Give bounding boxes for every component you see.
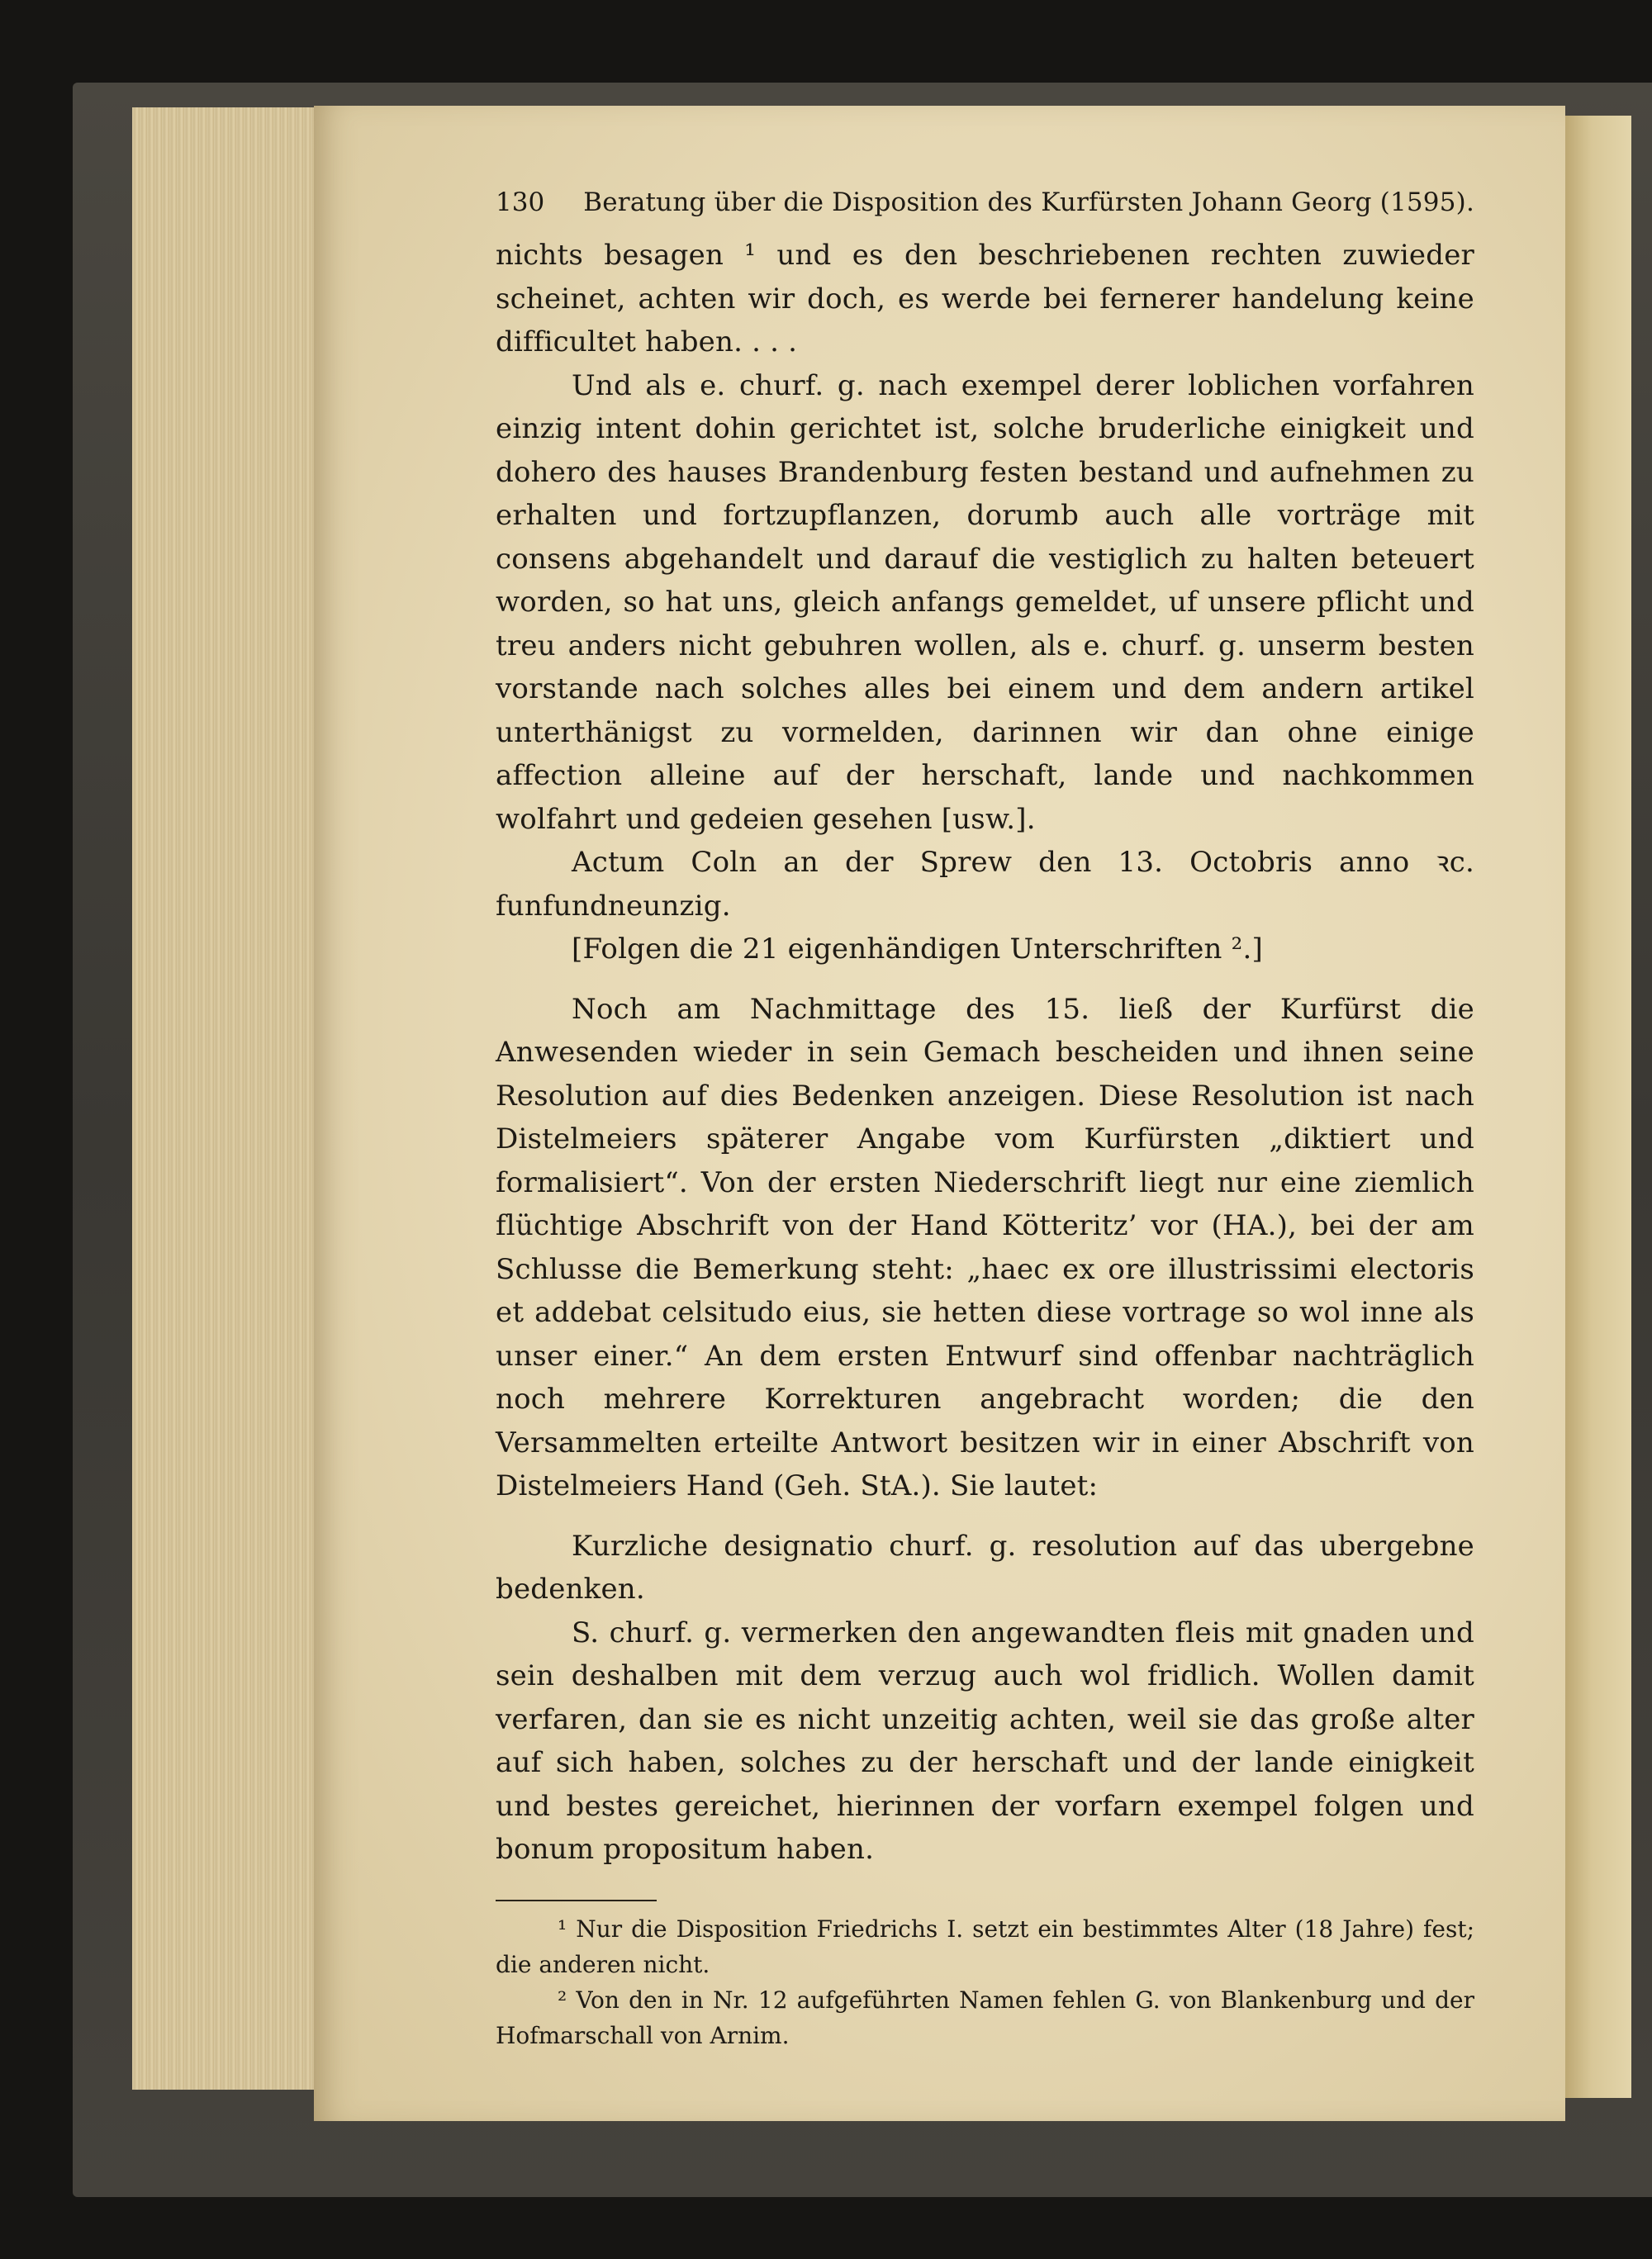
footnote: ¹ Nur die Disposition Friedrichs I. setzt ein bestimmtes Alter (18 Jahre) fest; die anderen nicht. bbox=[496, 1915, 1474, 1978]
page-edges bbox=[132, 107, 324, 2090]
facing-page-edge bbox=[1565, 116, 1631, 2098]
footnote: ² Von den in Nr. 12 aufgeführten Namen fehlen G. von Blankenburg und der Hofmarschall von Arnim. bbox=[496, 1986, 1474, 2049]
paragraph: [Folgen die 21 eigenhändigen Unterschriften ².] bbox=[572, 933, 1263, 966]
footnotes bbox=[496, 1911, 1474, 2053]
running-header bbox=[496, 178, 1474, 227]
paragraph: Noch am Nachmittage des 15. ließ der Kurfürst die Anwesenden wieder in sein Gemach bescheiden und ihnen seine Resolution auf dies Bedenken anzeigen. Diese Resolution ist nach Distelmeiers späterer Angabe vom Kurfürsten „diktiert und formalisiert“. Von der ersten Niederschrift liegt nur eine ziemlich flüchtige Abschrift von der Hand Kötteritz’ vor (HA.), bei der am Schlusse die Bemerkung steht: „haec ex ore illustrissimi electoris et addebat celsitudo eius, sie hetten diese vortrage so wol inne als unser einer.“ An dem ersten Entwurf sind offenbar nachträglich noch mehrere Korrekturen angebracht worden; die den Versammelten erteilte Antwort besitzen wir in einer Abschrift von Distelmeiers Hand (Geh. StA.). Sie lautet: bbox=[496, 992, 1474, 1502]
page-number: 130 bbox=[496, 187, 545, 217]
running-title: Beratung über die Disposition des Kurfürsten Johann Georg (1595). bbox=[583, 187, 1474, 217]
body-text bbox=[496, 234, 1474, 1872]
page-content bbox=[496, 178, 1474, 2053]
footnote-rule bbox=[496, 1900, 657, 1901]
paragraph: nichts besagen ¹ und es den beschriebenen rechten zuwieder scheinet, achten wir doch, es werde bei fernerer handelung keine difficultet haben. . . . bbox=[496, 239, 1474, 358]
paragraph: S. churf. g. vermerken den angewandten fleis mit gnaden und sein deshalben mit dem verzug auch wol fridlich. Wollen damit verfaren, dan sie es nicht unzeitig achten, weil sie das große alter auf sich haben, solches zu der herschaft und der lande einigkeit und bestes gereichet, hierinnen der vorfarn exempel folgen und bonum propositum haben. bbox=[496, 1616, 1474, 1866]
paragraph: Kurzliche designatio churf. g. resolution auf das ubergebne bedenken. bbox=[496, 1529, 1474, 1606]
paragraph: Actum Coln an der Sprew den 13. Octobris anno ꝛc. funfundneunzig. bbox=[496, 846, 1474, 923]
paragraph: Und als e. churf. g. nach exempel derer loblichen vorfahren einzig intent dohin gerichtet ist, solche bruderliche einigkeit und dohero des hauses Brandenburg festen bestand und aufnehmen zu erhalten und fortzupflanzen, dorumb auch alle vorträge mit consens abgehandelt und darauf die vestiglich zu halten beteuert worden, so hat uns, gleich anfangs gemeldet, uf unsere pflicht und treu anders nicht gebuhren wollen, als e. churf. g. unserm besten vorstande nach solches alles bei einem und dem andern artikel unterthänigst zu vormelden, darinnen wir dan ohne einige affection alleine auf der herschaft, lande und nachkommen wolfahrt und gedeien gesehen [usw.]. bbox=[496, 368, 1474, 836]
